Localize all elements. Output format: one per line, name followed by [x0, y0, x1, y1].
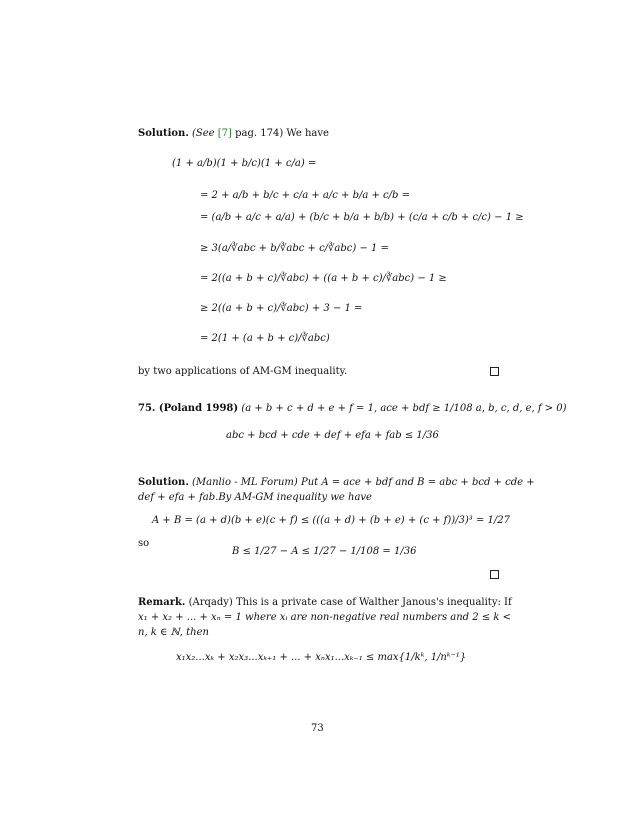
problem75-condition: (a + b + c + d + e + f = 1, ace + bdf ≥ 1/108 a, b, c, d, e, f > 0) [241, 403, 567, 414]
eq-line-7: = 2(1 + (a + b + c)/∛abc) [200, 333, 330, 344]
solution1-see: (See [192, 128, 215, 139]
problem75-label: 75. (Poland 1998) [138, 403, 239, 414]
problem75-statement: abc + bcd + cde + def + efa + fab ≤ 1/36 [226, 430, 439, 441]
remark-equation: x₁x₂...xₖ + x₂x₃...xₖ₊₁ + ... + xₙx₁...xₖ₋₁ ≤ max{1/kᵏ, 1/nᵏ⁻¹} [176, 652, 467, 663]
remark-line1 [138, 597, 512, 608]
eq-line-1: (1 + a/b)(1 + b/c)(1 + c/a) = [172, 158, 317, 169]
page-number: 73 [311, 723, 324, 734]
qed-symbol-2 [490, 570, 499, 582]
eq-line-5: = 2((a + b + c)/∛abc) + ((a + b + c)/∛abc) − 1 ≥ [200, 273, 447, 284]
problem75-heading [138, 403, 567, 414]
solution2-author: (Manlio - ML Forum) [192, 477, 298, 488]
eq-line-3: = (a/b + a/c + a/a) + (b/c + b/a + b/b) + (c/a + c/b + c/c) − 1 ≥ [200, 212, 524, 223]
solution2-text2: def + efa + fab.By AM-GM inequality we have [138, 492, 372, 503]
remark-text3: n, k ∈ ℕ, then [138, 627, 209, 638]
solution2-eq2: B ≤ 1/27 − A ≤ 1/27 − 1/108 = 1/36 [232, 546, 417, 557]
eq-line-4: ≥ 3(a/∛abc + b/∛abc + c/∛abc) − 1 = [200, 243, 389, 254]
solution2-eq1: A + B = (a + d)(b + e)(c + f) ≤ (((a + d) + (b + e) + (c + f))/3)³ = 1/27 [152, 515, 510, 526]
solution1-heading [138, 128, 329, 139]
solution1-label: Solution. [138, 128, 189, 139]
solution2-label: Solution. [138, 477, 189, 488]
remark-text1: (Arqady) This is a private case of Walther Janous's inequality: If [188, 597, 512, 608]
solution2-so: so [138, 538, 150, 549]
solution1-page-ref: pag. 174) We have [235, 128, 329, 139]
solution1-closing: by two applications of AM-GM inequality. [138, 366, 348, 377]
remark-label: Remark. [138, 597, 186, 608]
eq-line-6: ≥ 2((a + b + c)/∛abc) + 3 − 1 = [200, 303, 363, 314]
citation-link[interactable]: [7] [217, 128, 232, 139]
solution2-text1: Put A = ace + bdf and B = abc + bcd + cde + [300, 477, 535, 488]
qed-symbol-1 [490, 367, 499, 379]
remark-text2: x₁ + x₂ + ... + xₙ = 1 where xᵢ are non-negative real numbers and 2 ≤ k < [138, 612, 511, 623]
solution2-line1 [138, 477, 535, 488]
eq-line-2: = 2 + a/b + b/c + c/a + a/c + b/a + c/b = [200, 190, 410, 201]
